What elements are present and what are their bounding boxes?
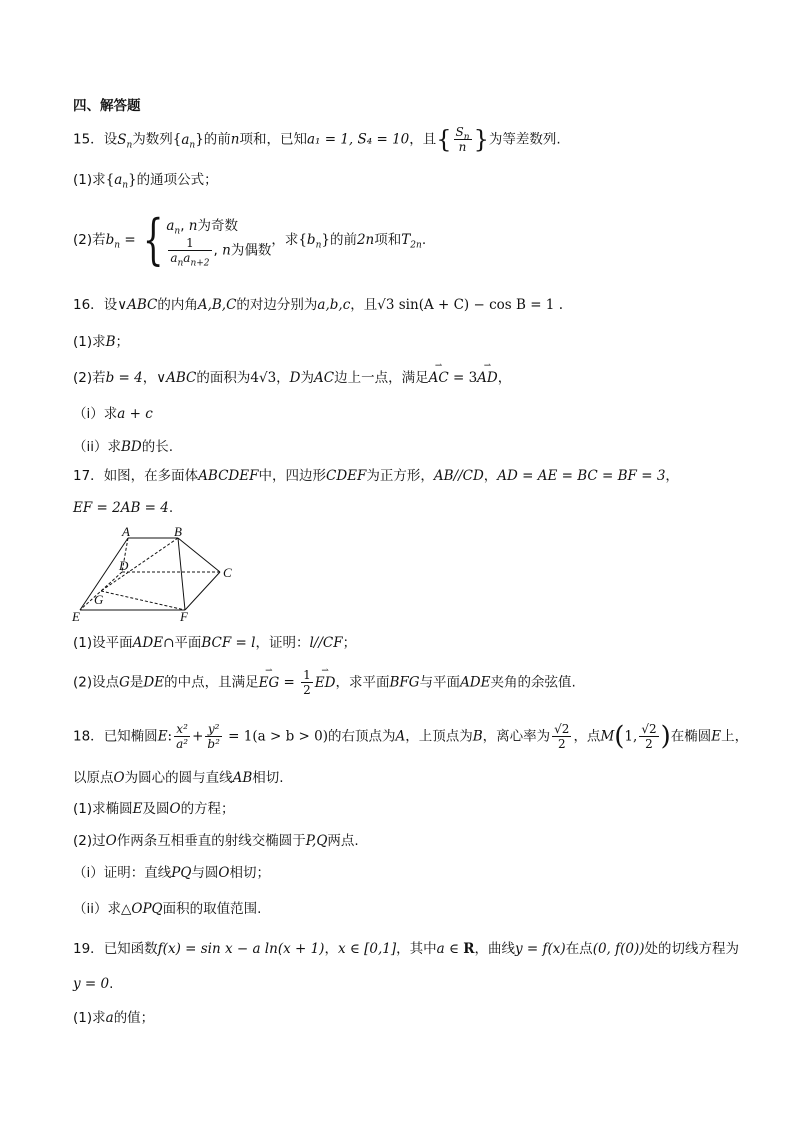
question-18-part-2: (2)过O作两条互相垂直的射线交椭圆于P,Q两点.: [73, 833, 359, 849]
question-16-sub-i: （i）求a + c: [73, 406, 153, 422]
question-19-stem-line-2: y = 0.: [73, 976, 114, 992]
vertex-label-e: E: [72, 609, 80, 624]
question-17-stem: 17．如图，在多面体ABCDEF中，四边形CDEF为正方形，AB//CD，AD = AE = BC = BF = 3，: [73, 468, 679, 484]
question-17-stem-line-2: EF = 2AB = 4.: [73, 500, 174, 516]
vertex-label-g: G: [94, 592, 104, 607]
vertex-label-b: B: [174, 524, 182, 539]
question-15-part-1: (1)求$\{a_n\}$的通项公式；: [73, 172, 218, 191]
vertex-label-f: F: [180, 609, 188, 624]
vertex-label-d: D: [119, 558, 129, 573]
question-16-stem: 16．设∨ABC的内角A,B,C的对边分别为a,b,c，且√3 sin(A + C) − cos B = 1 .: [73, 297, 563, 313]
polyhedron-figure: [70, 524, 250, 626]
question-16-sub-ii: （ii）求BD的长.: [73, 439, 174, 455]
vertex-label-c: C: [223, 565, 232, 580]
question-15-stem: 15．设$S_n$为数列$\{a_n\}$的前n项和，已知a₁ = 1, S₄ = 10，且{ $\frac{S_n}{n}$ }为等差数列.: [73, 125, 561, 154]
question-number: 15．: [73, 131, 104, 148]
question-17-part-2: (2)设点G是DE的中点，且满足⇀ EG = $\frac{1}{2}$ ⇀ ED，求平面BFG与平面ADE夹角的余弦值.: [73, 668, 576, 697]
given-values: a₁ = 1, S₄ = 10: [306, 131, 410, 148]
vertex-label-a: A: [122, 524, 130, 539]
question-18-sub-ii: （ii）求△OPQ面积的取值范围.: [73, 901, 262, 917]
question-16-part-1: (1)求B；: [73, 334, 130, 350]
question-19-part-1: (1)求a的值；: [73, 1010, 155, 1026]
question-19-stem: 19．已知函数f(x) = sin x − a ln(x + 1)，x ∈ [0,1]，其中a ∈ R，曲线y = f(x)在点(0, f(0))处的切线方程为: [73, 941, 740, 957]
section-header: 四、解答题: [73, 98, 141, 114]
question-18-stem: 18．已知椭圆E: $\frac{\text{x²}}{\text{a²}}$ + $\frac{\text{y²}}{\text{b²}}$ = 1(a > b > 0)的右顶点为A，上顶点为B，离心率为 $\frac{√2}{2}$ ，点M(1, $\frac{√2}{2}$ )在椭圆E上，: [73, 721, 749, 752]
question-17-part-1: (1)设平面ADE∩平面BCF = l，证明：l//CF；: [73, 635, 357, 651]
question-15-part-2: (2)若$b_n$ = { $a_n$, n为奇数 $\frac{1}{a_na_{n+2}}$ , n为偶数 ，求$\{b_n\}$的前2n项和$T_{2n}$.: [73, 208, 427, 271]
question-18-stem-line-2: 以原点O为圆心的圆与直线AB相切.: [73, 770, 284, 786]
question-18-part-1: (1)求椭圆E及圆O的方程；: [73, 801, 235, 817]
question-16-part-2: (2)若b = 4，∨ABC的面积为4√3，D为AC边上一点，满足⇀ AC = 3⇀ AD，: [73, 368, 511, 388]
piecewise-definition: $a_n$, n为奇数 $\frac{1}{a_na_{n+2}}$ , n为偶数: [166, 217, 272, 268]
condition-equation: √3 sin(A + C) − cos B = 1 .: [377, 297, 563, 313]
question-18-sub-i: （i）证明：直线PQ与圆O相切；: [73, 865, 270, 881]
